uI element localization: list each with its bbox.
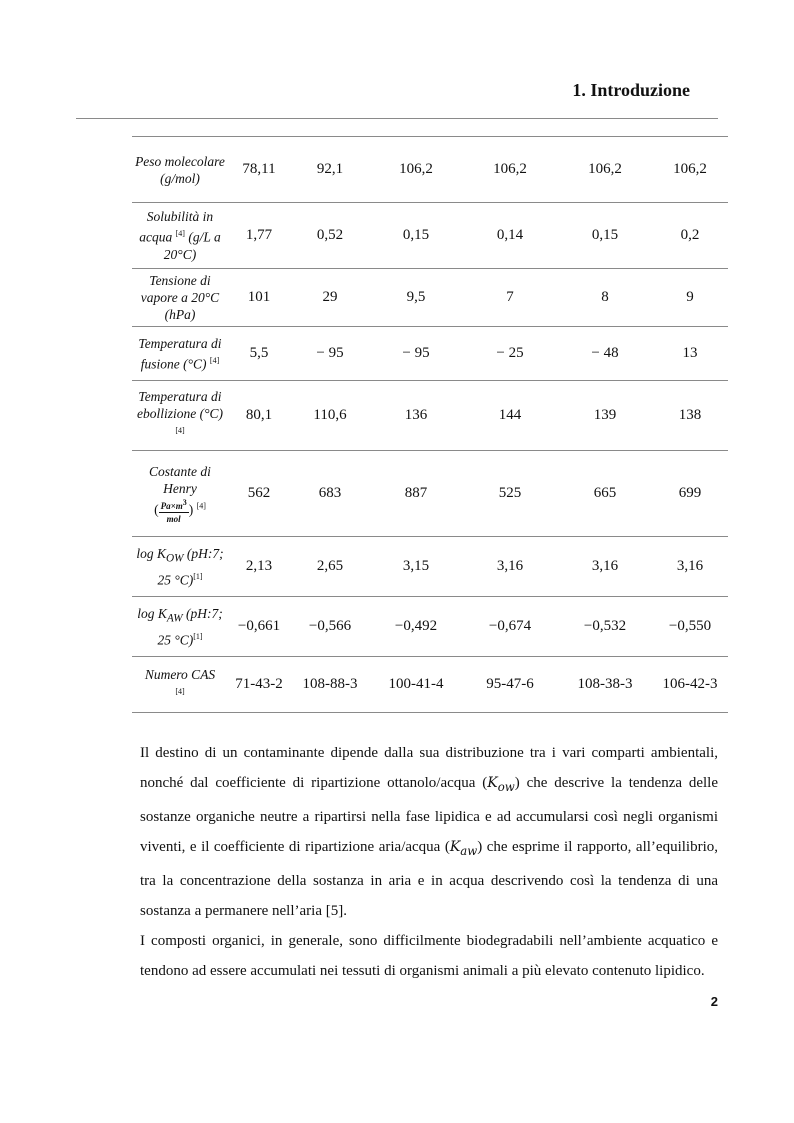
table-row (132, 269, 728, 327)
table-cell: 13 (682, 345, 698, 361)
table-cell: 3,16 (676, 558, 704, 574)
table-cell: 1,77 (245, 227, 273, 243)
citation-ref: [4] (175, 229, 185, 239)
table-cell: 887 (404, 485, 428, 501)
table-cell: − 95 (402, 345, 430, 361)
table-row (132, 381, 728, 451)
table-cell: 562 (247, 485, 271, 501)
kaw-symbol: $K_{aw}$ (449, 838, 478, 858)
table-cell: 0,15 (402, 227, 430, 243)
table-cell: 106,2 (399, 161, 433, 177)
table-cell: 3,16 (496, 558, 524, 574)
citation-ref: [1] (193, 571, 203, 581)
table-cell: 108-38-3 (577, 676, 633, 692)
table-cell: − 95 (316, 345, 344, 361)
table-cell: 3,16 (591, 558, 619, 574)
table-cell: 5,5 (249, 345, 269, 361)
table-cell: 2,65 (316, 558, 344, 574)
table-cell: 525 (498, 485, 522, 501)
table-cell: 2,13 (245, 558, 273, 574)
table-cell: 139 (593, 407, 617, 423)
table-cell: 7 (506, 289, 514, 305)
section-title: 1. Introduzione (572, 80, 690, 100)
row-label: $\log K_{OW}$ (pH:7; 25 °C)[1] (136, 545, 224, 588)
citation-ref: [1] (193, 631, 203, 641)
row-label: Peso molecolare (g/mol) (135, 153, 225, 186)
table-cell: 683 (318, 485, 342, 501)
table-cell: 80,1 (245, 407, 273, 423)
table-cell: − 25 (496, 345, 524, 361)
table-cell: 29 (322, 289, 338, 305)
row-label: Temperatura di ebollizione (°C) [4] (136, 389, 223, 436)
table-cell: −0,661 (237, 618, 281, 634)
table-cell: 71-43-2 (235, 676, 283, 692)
table-cell: 9,5 (406, 289, 426, 305)
table-cell: 0,15 (591, 227, 619, 243)
table-row (132, 137, 728, 203)
table-cell: 699 (678, 485, 702, 501)
row-label: Temperatura di fusione (°C) [4] (138, 335, 222, 372)
table-cell: 101 (247, 289, 271, 305)
table-cell: 3,15 (402, 558, 430, 574)
row-label: Costante di Henry ( $\frac{Pa\times m^3}{\text{mol}}$ ) [4] (149, 463, 211, 524)
henry-unit-fraction: $\frac{Pa\times m^3}{\text{mol}}$ (160, 497, 187, 524)
table-cell: 106,2 (493, 161, 527, 177)
table-cell: 665 (593, 485, 617, 501)
table-cell: 78,11 (242, 161, 276, 177)
table-cell: 92,1 (316, 161, 344, 177)
table-cell: 106-42-3 (662, 676, 718, 692)
citation-ref: [4] (175, 426, 185, 436)
table-cell: 9 (686, 289, 694, 305)
row-label: $\log K_{AW}$ (pH:7; 25 °C)[1] (137, 605, 223, 648)
table-cell: 100-41-4 (388, 676, 444, 692)
table-row (132, 451, 728, 537)
table-cell: 106,2 (588, 161, 622, 177)
table-row (132, 327, 728, 381)
table-row (132, 657, 728, 713)
table-cell: 138 (678, 407, 702, 423)
table-cell: − 48 (591, 345, 619, 361)
table-cell: 0,2 (680, 227, 700, 243)
table-cell: 0,14 (496, 227, 524, 243)
table-cell: −0,674 (488, 618, 532, 634)
body-paragraph: Il destino di un contaminante dipende dalla sua distribuzione tra i vari comparti ambientali, nonché dal coefficiente di ripartizione ottanolo/acqua $(K_{ow})$ che descrive la tendenza delle sostanze organiche neutre a ripartirsi nella fase lipidica e ad accumularsi così negli organismi viventi, e il coefficiente di ripartizione aria/acqua $(K_{aw})$ che esprime il rapporto, all’equilibrio, tra la concentrazione della sostanza in aria e in acqua descrivendo così la tendenza di una sostanza a permanere nell’aria [5]. I composti organici, in generale, sono difficilmente biodegradabili nell’ambiente acquatico e tendono ad essere accumulati nei tessuti di organismi animali a più elevato contenuto lipidico. (140, 745, 718, 979)
table-cell: −0,532 (583, 618, 627, 634)
table-cell: 108-88-3 (302, 676, 358, 692)
table-row (132, 203, 728, 269)
table-cell: 8 (601, 289, 609, 305)
table-cell: 110,6 (313, 407, 347, 423)
citation-ref: [4] (209, 355, 220, 365)
row-label: Tensione di vapore a 20°C (hPa) (140, 273, 220, 322)
table-cell: −0,566 (308, 618, 352, 634)
table-cell: −0,492 (394, 618, 438, 634)
table-cell: −0,550 (668, 618, 712, 634)
citation-ref: [4] (196, 501, 206, 511)
header-divider (76, 118, 718, 119)
table-cell: 136 (404, 407, 428, 423)
kow-symbol: $K_{ow}$ (487, 775, 515, 794)
table-cell: 106,2 (673, 161, 707, 177)
table-cell: 95-47-6 (486, 676, 534, 692)
row-label: Solubilità in acqua [4] (g/L a 20°C) (139, 209, 221, 262)
row-label: Numero CAS [4] (144, 666, 216, 696)
table-row (132, 597, 728, 657)
table-row (132, 537, 728, 597)
table-cell: 144 (498, 407, 522, 423)
properties-table (132, 136, 728, 713)
citation-ref: [4] (175, 686, 185, 696)
page-number: 2 (710, 994, 718, 1009)
table-cell: 0,52 (316, 227, 344, 243)
